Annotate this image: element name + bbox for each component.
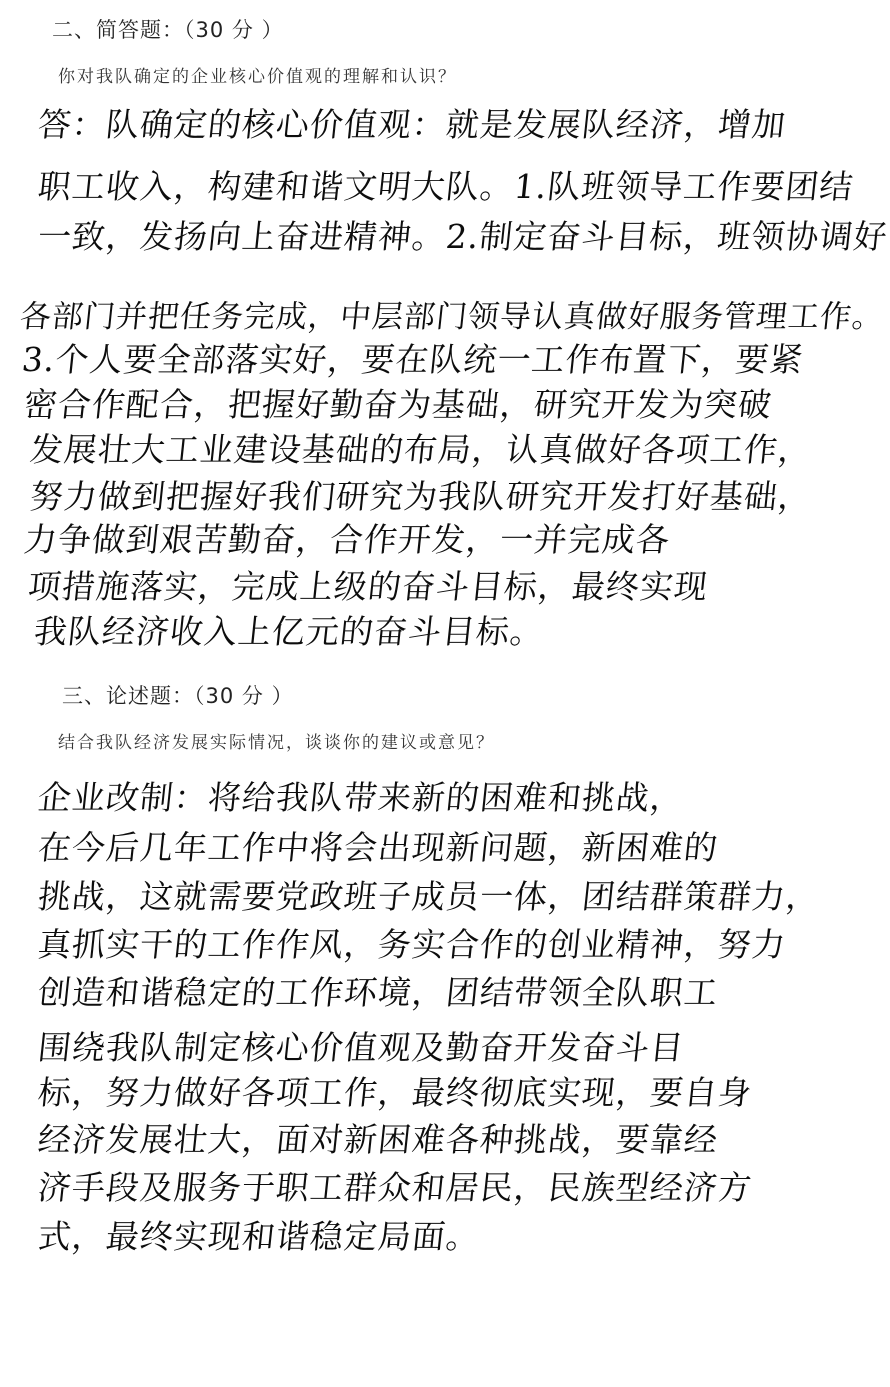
answer-line: 3.个人要全部落实好，要在队统一工作布置下，要紧 [20,340,806,379]
answer-line: 济手段及服务于职工群众和居民，民族型经济方 [36,1168,755,1207]
answer-line: 企业改制：将给我队带来新的困难和挑战， [36,778,687,817]
answer-line: 标，努力做好各项工作，最终彻底实现，要自身 [36,1073,755,1112]
answer-line: 密合作配合，把握好勤奋为基础，研究开发为突破 [22,385,775,424]
answer-line: 围绕我队制定核心价值观及勤奋开发奋斗目 [36,1028,687,1067]
answer-line: 职工收入，构建和谐文明大队。1.队班领导工作要团结 [36,167,856,206]
answer-line: 努力做到把握好我们研究为我队研究开发打好基础， [28,477,815,516]
section-3-heading: 三、论述题：（30 分 ） [62,684,294,708]
answer-line: 一致，发扬向上奋进精神。2.制定奋斗目标，班领协调好 [36,217,890,256]
answer-line: 在今后几年工作中将会出现新问题，新困难的 [36,828,721,867]
answer-line: 各部门并把任务完成，中层部门领导认真做好服务管理工作。 [18,299,886,335]
answer-line: 发展壮大工业建设基础的布局，认真做好各项工作， [28,430,815,469]
answer-line: 力争做到艰苦勤奋，合作开发，一并完成各 [22,520,673,559]
answer-line: 经济发展壮大，面对新困难各种挑战，要靠经 [36,1120,721,1159]
section-3-question: 结合我队经济发展实际情况，谈谈你的建议或意见？ [58,733,495,753]
section-2-heading: 二、简答题：（30 分 ） [52,18,284,42]
answer-line: 答：队确定的核心价值观：就是发展队经济，增加 [36,105,789,144]
answer-line: 创造和谐稳定的工作环境，团结带领全队职工 [36,973,721,1012]
section-2-question: 你对我队确定的企业核心价值观的理解和认识？ [58,67,457,87]
answer-line: 真抓实干的工作作风，务实合作的创业精神，努力 [36,925,789,964]
answer-line: 挑战，这就需要党政班子成员一体，团结群策群力， [36,877,823,916]
answer-line: 项措施落实，完成上级的奋斗目标，最终实现 [26,567,711,606]
answer-line: 式，最终实现和谐稳定局面。 [36,1217,483,1256]
answer-line: 我队经济收入上亿元的奋斗目标。 [32,612,547,651]
